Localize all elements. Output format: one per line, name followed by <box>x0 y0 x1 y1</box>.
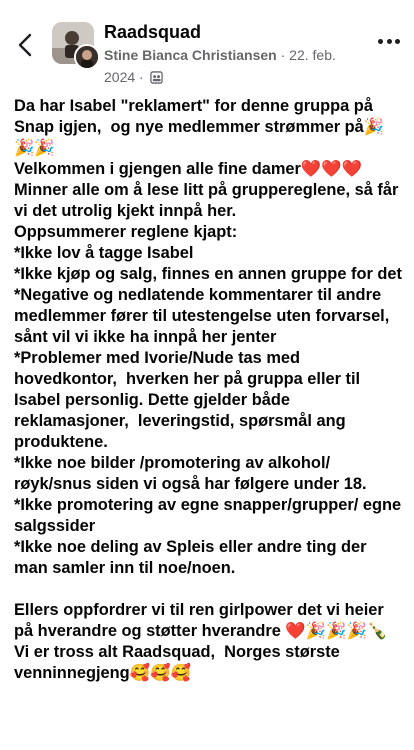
post-line: Velkommen i gjengen alle fine damer❤️❤️❤️ <box>14 160 363 178</box>
post-line: *Ikke noe bilder /promotering av alkohol/ røyk/snus siden vi også har følgere under 18. <box>14 454 367 493</box>
post-header <box>0 0 414 84</box>
post-meta <box>104 44 364 88</box>
meta-separator: · <box>276 47 290 63</box>
post-line: *Negative og nedlatende kommentarer til andre medlemmer fører til utestengelse uten forvarsel, sånt vil vi ikke ha innpå her jenter <box>14 286 394 346</box>
more-options-button[interactable] <box>378 36 400 46</box>
post-body <box>14 96 406 684</box>
post-date[interactable]: 22. feb. 2024 <box>104 47 336 85</box>
group-name[interactable]: Raadsquad <box>104 22 202 42</box>
post-line: *Ikke lov å tagge Isabel <box>14 244 194 262</box>
author-photo-icon <box>76 46 98 68</box>
post-line: *Ikke kjøp og salg, finnes en annen gruppe for det <box>14 265 402 283</box>
post-line: Ellers oppfordrer vi til ren girlpower det vi heier på hverandre og støtter hverandre ❤️🎉🎉🎉🍾 <box>14 601 389 640</box>
post-line: Oppsummerer reglene kjapt: <box>14 223 238 241</box>
blank-line <box>14 579 402 600</box>
author-name[interactable]: Stine Bianca Christiansen <box>104 47 277 63</box>
post-line: *Ikke promotering av egne snapper/grupper/ egne salgssider <box>14 496 406 535</box>
post-line: Minner alle om å lese litt på gruppereglene, så får vi det utrolig kjekt innpå her. <box>14 181 403 220</box>
post-line: *Problemer med Ivorie/Nude tas med hovedkontor, hverken her på gruppa eller til Isabel personlig. Dette gjelder både reklamasjoner, leveringstid, spørsmål ang produktene. <box>14 349 365 451</box>
more-horizontal-icon <box>378 39 383 44</box>
group-audience-icon <box>150 71 163 84</box>
back-button[interactable] <box>14 30 36 60</box>
author-avatar[interactable] <box>74 44 100 70</box>
post-line: *Ikke noe deling av Spleis eller andre ting der man samler inn til noe/noen. <box>14 538 372 577</box>
post-line: Da har Isabel "reklamert" for denne gruppa på Snap igjen, og nye medlemmer strømmer på🎉🎉🎉 <box>14 97 385 157</box>
meta-separator-2: · <box>135 69 148 85</box>
chevron-left-icon <box>18 33 32 57</box>
post-line: Vi er tross alt Raadsquad, Norges største venninnegjeng🥰🥰🥰 <box>14 643 345 682</box>
